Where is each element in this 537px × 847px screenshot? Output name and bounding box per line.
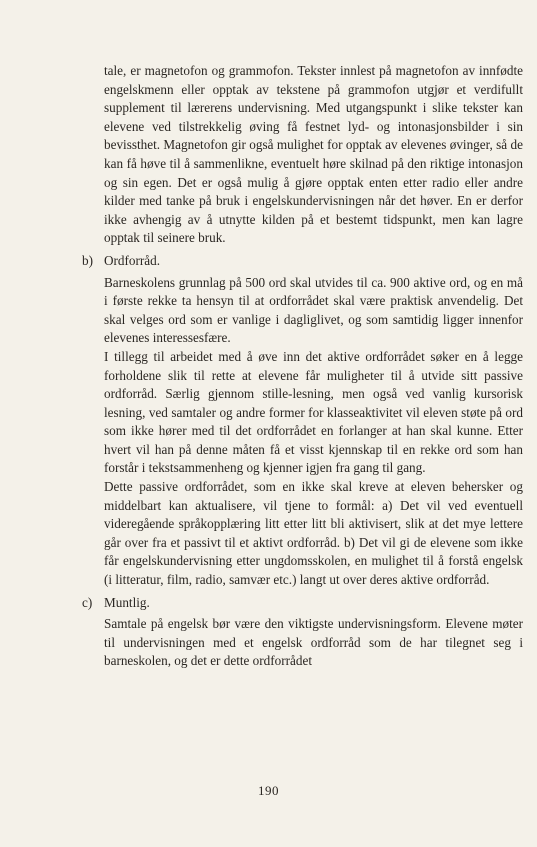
section-c-heading [82, 594, 523, 613]
page-number: 190 [258, 783, 279, 798]
section-c-title: Muntlig. [104, 594, 150, 610]
section-b-paragraph: Barneskolens grunnlag på 500 ord skal utvides til ca. 900 aktive ord, og en må i første rekke ta hensyn til at ordforrådet skal være praktisk anvendelig. Det skal velges ord som er vanlige i dagliglivet, og som samtidig ligger innenfor elevenes interessesfære. [104, 274, 523, 346]
intro-paragraph: tale, er magnetofon og grammofon. Tekster innlest på magnetofon av innfødte engelskmenn eller opptak av tekstene på grammofon utgjør et verdifullt supplement til lærerens undervisning. Med utgangspunkt i slike tekster kan elevene ved tilstrekkelig øving få festnet lyd- og intonasjonsbilder i sin bevissthet. Magnetofon gir også mulighet for opptak av elevenes øvinger, så de kan få høve til å sammenlikne, eventuelt høre skilnad på den riktige intonasjon og sin egen. Det er også mulig å gjøre opptak enten etter radio eller andre kilder med tanke på bruk i engelskundervisningen når det høver. En er derfor ikke avhengig av å utnytte kilden på et bestemt tidspunkt, men kan lagre opptak til seinere bruk. [104, 63, 523, 246]
section-c-paragraph: Samtale på engelsk bør være den viktigste undervisningsform. Elevene møter til undervisningen med et engelsk ordforråd som de har tilegnet seg i barneskolen, og det er dette ordforrådet [104, 616, 523, 669]
section-b-title: Ordforråd. [104, 252, 161, 268]
section-b-heading [82, 252, 523, 271]
section-c-marker: c) [82, 594, 93, 610]
section-b-marker: b) [82, 252, 93, 268]
section-b-paragraph: I tillegg til arbeidet med å øve inn det aktive ordforrådet søker en å legge forholdene slik til rette at elevene får muligheter til å utvide sitt passive ordforråd. Særlig gjennom stille-lesning, men også ved vanlig kursorisk lesning, ved samtaler og andre former for klasseaktivitet vil eleven støte på ord som ikke hører med til det ordforrådet en forlanger at han skal kunne. Etter hvert vil han på denne måten få et visst kjennskap til en rekke ord som han forstår i tekstsammenheng og kjenner igjen fra gang til gang. [104, 348, 523, 476]
section-b-paragraph: Dette passive ordforrådet, som en ikke skal kreve at eleven behersker og middelbart kan aktualisere, vil tjene to formål: a) Det vil ved eventuell videregående språkopplæring litt etter litt bli aktivisert, slik at det mye lettere går over fra et passivt til et aktivt ordforråd. b) Det vil gi de elevene som ikke får engelskundervisning etter ungdomsskolen, en mulighet til å forstå engelsk (i litteratur, film, radio, samvær etc.) langt ut over deres aktive ordforråd. [104, 479, 523, 588]
body-text [82, 62, 523, 671]
